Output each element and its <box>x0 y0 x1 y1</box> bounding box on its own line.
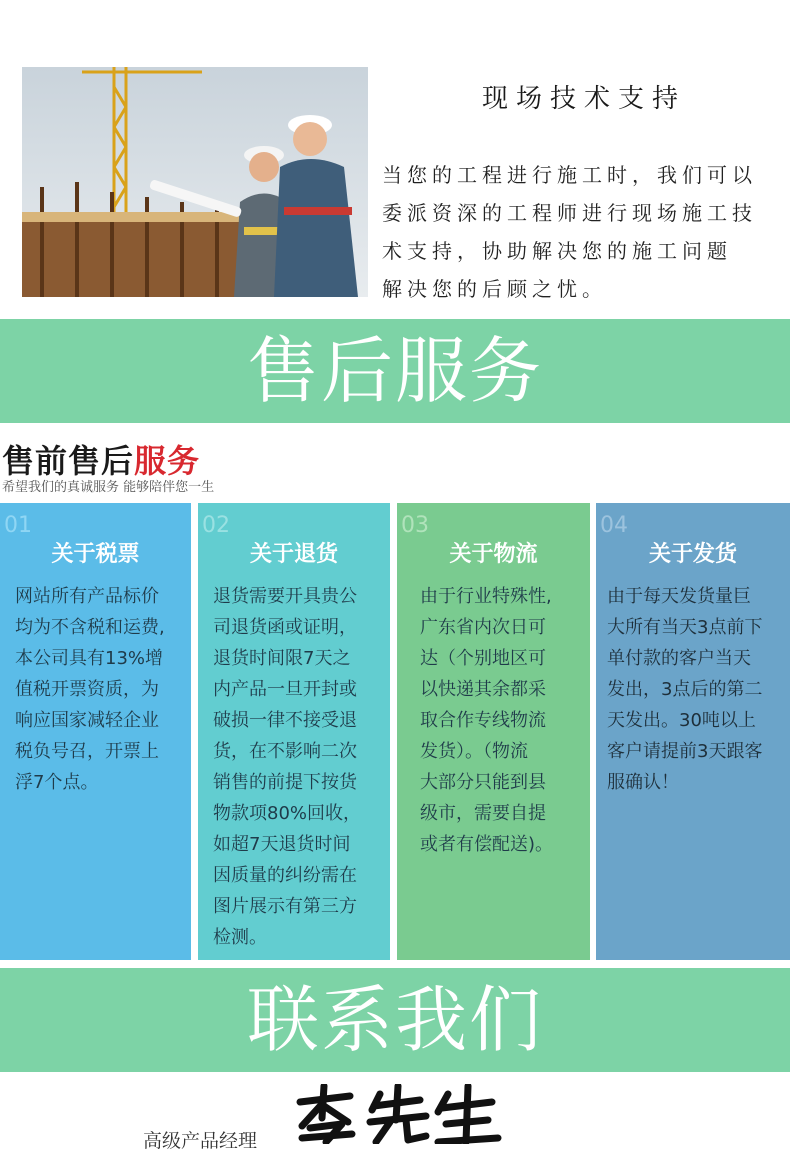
card-line: 破损一律不接受退 <box>213 710 357 731</box>
card-line: 如超7天退货时间 <box>213 834 351 855</box>
support-line: 当您的工程进行施工时，我们可以 <box>382 163 757 187</box>
card-line: 退货时间限7天之 <box>213 648 351 669</box>
support-description <box>382 156 790 308</box>
card-line: 物款项80%回收， <box>213 803 362 824</box>
card-line: 本公司具有13%增 <box>15 648 164 669</box>
support-line: 解决您的后顾之忧。 <box>382 277 607 301</box>
card-line: 大部分只能到县 <box>420 772 546 793</box>
card-line: 检测。 <box>213 927 267 948</box>
card-line: 因质量的纠纷需在 <box>213 865 357 886</box>
card-title: 关于物流 <box>449 542 538 567</box>
card-line: 大所有当天3点前下 <box>607 617 763 638</box>
card-line: 司退货函或证明， <box>213 617 357 638</box>
card-line: 图片展示有第三方 <box>213 896 357 917</box>
contact-banner: 联系我们 <box>0 968 790 1072</box>
section-subtitle: 希望我们的真诚服务 能够陪伴您一生 <box>2 480 215 495</box>
card-line: 广东省内次日可 <box>420 617 546 638</box>
card-line: 达（个别地区可 <box>420 648 546 669</box>
card-line: 客户请提前3天跟客 <box>607 741 763 762</box>
card-line: 退货需要开具贵公 <box>213 586 357 607</box>
support-line: 委派资深的工程师进行现场施工技 <box>382 201 757 225</box>
manager-role: 高级产品经理 <box>143 1130 258 1152</box>
card-line: 浮7个点。 <box>15 772 99 793</box>
card-line: 单付款的客户当天 <box>607 648 751 669</box>
construction-photo <box>22 67 368 297</box>
card-number: 04 <box>600 513 628 538</box>
card-text <box>420 581 553 860</box>
card-number: 03 <box>401 513 429 538</box>
card-text <box>607 581 762 798</box>
card-line: 发货）。（物流 <box>420 741 528 762</box>
card-line: 税负号召，开票上 <box>15 741 159 762</box>
card-line: 或者有偿配送)。 <box>420 834 554 855</box>
card-line: 由于行业特殊性, <box>420 586 552 607</box>
card-returns <box>198 503 390 960</box>
card-line: 值税开票资质，为 <box>15 679 159 700</box>
signature-image <box>292 1084 502 1144</box>
card-line: 取合作专线物流 <box>420 710 546 731</box>
card-line: 内产品一旦开封或 <box>213 679 357 700</box>
card-shipping <box>596 503 790 960</box>
card-line: 销售的前提下按货 <box>213 772 357 793</box>
card-line: 网站所有产品标价 <box>15 586 159 607</box>
card-title: 关于税票 <box>51 542 140 567</box>
card-line: 由于每天发货量巨 <box>607 586 751 607</box>
section-title-accent: 服务 <box>134 442 201 480</box>
after-sales-banner: 售后服务 <box>0 319 790 423</box>
card-line: 天发出。30吨以上 <box>607 710 756 731</box>
card-line: 服确认！ <box>607 772 679 793</box>
card-title: 关于发货 <box>648 542 737 567</box>
card-title: 关于退货 <box>249 542 338 567</box>
card-text <box>213 581 361 953</box>
card-logistics <box>397 503 590 960</box>
card-line: 级市，需要自提 <box>420 803 546 824</box>
card-tax-invoice <box>0 503 191 960</box>
support-title: 现场技术支持 <box>481 84 686 114</box>
section-title-main: 售前售后 <box>2 442 135 480</box>
card-line: 货，在不影响二次 <box>213 741 357 762</box>
card-number: 01 <box>4 513 32 538</box>
card-line: 以快递其余都采 <box>420 679 546 700</box>
card-line: 发出，3点后的第二 <box>607 679 763 700</box>
support-line: 术支持，协助解决您的施工问题 <box>382 239 732 263</box>
card-line: 响应国家减轻企业 <box>15 710 159 731</box>
card-line: 均为不含税和运费, <box>15 617 165 638</box>
card-number: 02 <box>202 513 230 538</box>
card-text <box>15 581 165 798</box>
